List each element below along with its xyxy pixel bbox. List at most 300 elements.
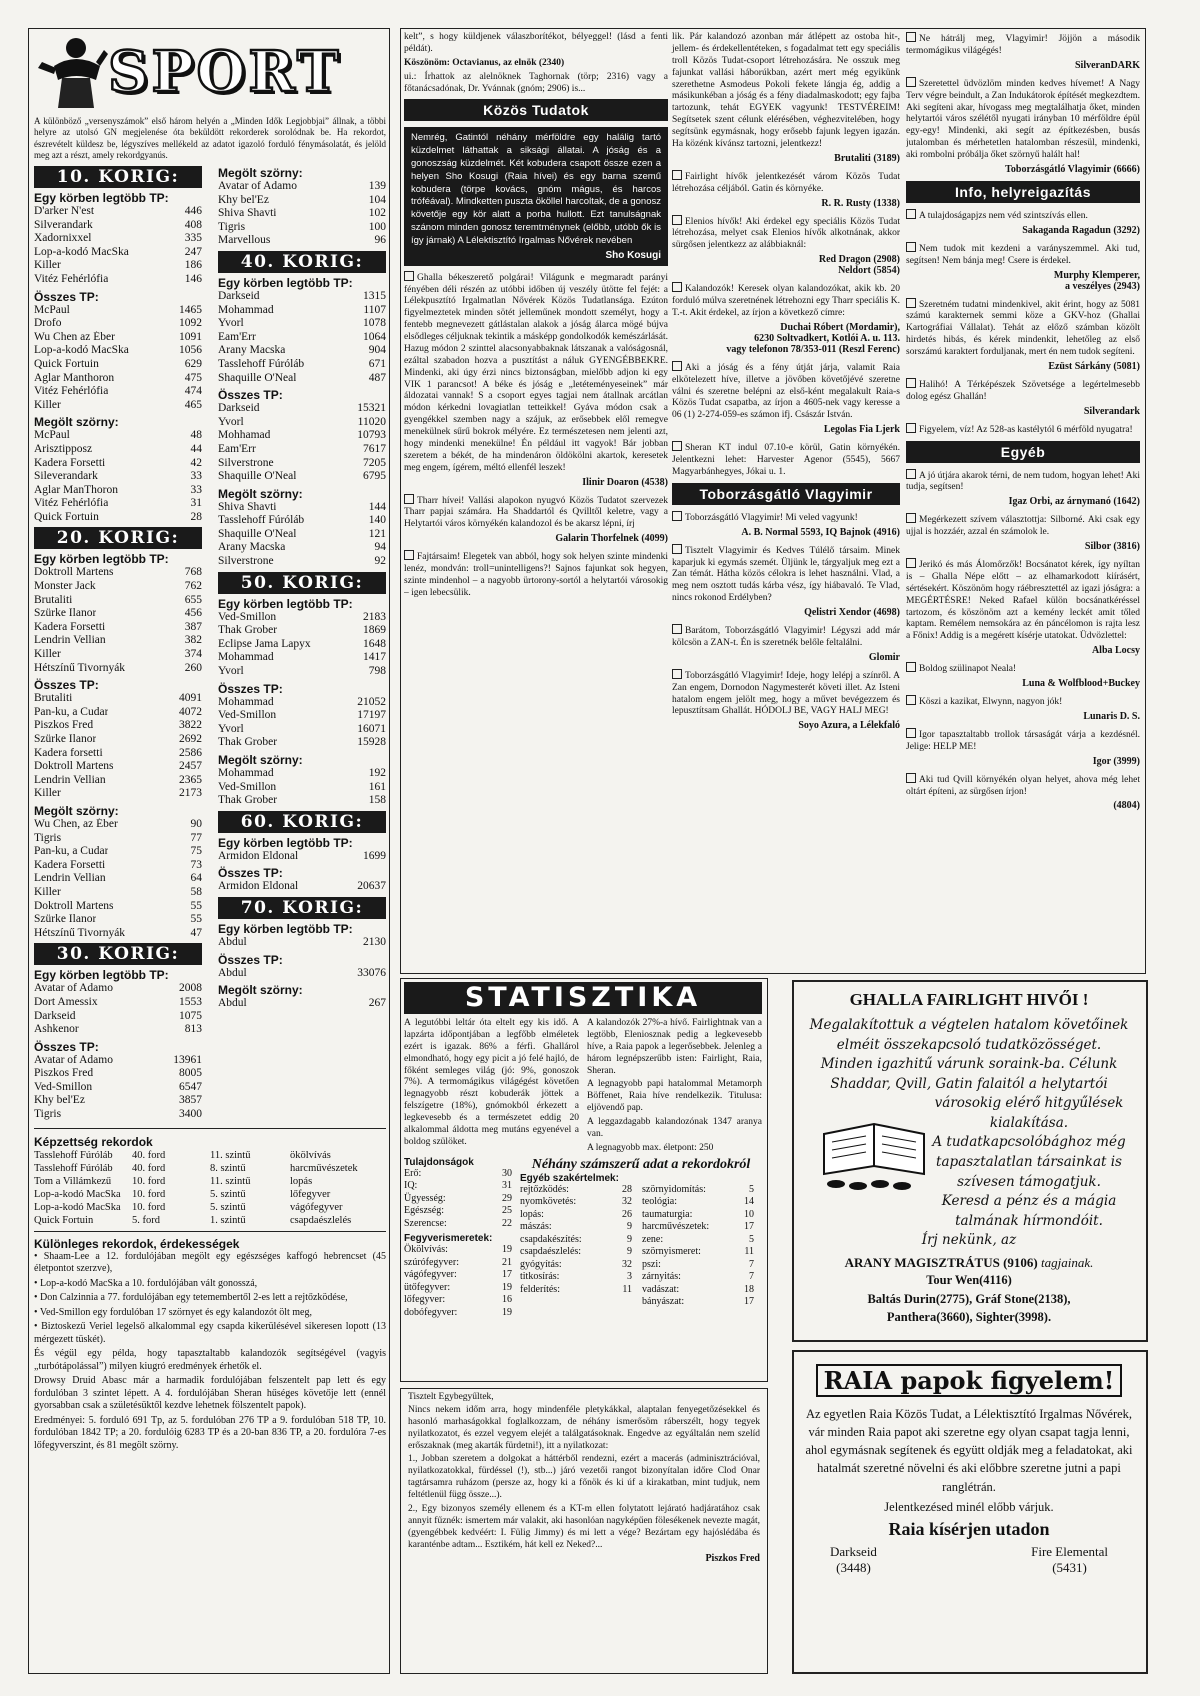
record-value: 487 [368,371,386,384]
raia-paragraph: Az egyetlen Raia Közös Tudat, a Lélektisztító Irgalmas Nővérek, vár minden Raia papot aki szeretne egy olyan csapat tagja lenni, ahol egymásnak segítenek és együtt oldják meg a feladatokat, aki hatalmát szeretné növelni és aki előbbre szeretne jutni a papi ranglétrán. [805,1407,1133,1494]
record-value: 10793 [357,429,386,442]
ad-signature: Sakaganda Ragadun (3292) [1022,224,1140,236]
skill-cell: 8. szintű [210,1162,246,1174]
record-name: Pan-ku, a Cudar [34,845,109,858]
record-value: 629 [184,357,202,370]
record-name: Lendrin Vellian [34,634,106,647]
record-row [34,594,202,608]
raia-sig-left-num: (3448) [836,1559,871,1575]
stat-row [642,1221,754,1234]
stat-row [404,1307,512,1320]
record-row [218,638,386,652]
record-value: 1091 [179,330,202,343]
fairlight-names-2: Baltás Durin(2775), Gráf Stone(2138), [867,1291,1071,1306]
record-row [34,1094,202,1108]
record-value: 186 [184,259,202,272]
record-row [34,648,202,662]
record-row [34,1067,202,1081]
record-row [34,706,202,720]
skill-records-table [34,1149,386,1227]
record-name: Darkseid [34,1009,76,1022]
ad-text: Nem tudok mit kezdeni a varányszemmel. Aki tud, segítsen! Nem bánja meg! Csere is érdekel. [906,243,1140,266]
record-name: Killer [34,648,61,661]
ad-text: Figyelem, víz! Az 528-as kastélytól 6 mérföld nyugatra! [919,424,1133,435]
skill-cell: 5. szintű [210,1201,246,1213]
record-row [218,696,386,710]
record-value: 44 [190,442,202,455]
col2-thanks: Köszönöm: Octavianus, az elnök (2340) [404,57,565,68]
ad-signature: Alba Locsy [1091,645,1140,657]
arany-number: (9106) [1003,1254,1038,1270]
record-row [218,850,386,864]
raia-ad [800,1358,1138,1664]
record-name: Piszkos Fred [34,1067,94,1080]
record-row [34,1081,202,1095]
black-notice-text: Nemrég, Gatintól néhány mérföldre egy halálig tartó küzdelmet láthattak a siksági állatai. A jóság és a gonoszság küzdelmét. Két kobudera csapott össze ezen a helyen Sho Kosugi (Raia hívei) és egy barna szemű kobudera (törpe kovács, gnóm mágus, és harcos tróféával). Mindketten puszta ököllel harcoltak, de a gonosz követője egy kör alatt a porba hullott. Ezt tanulságnak szánom minden gonosz teremtménynek (előbb, utóbb ők is így járnak) A Lélektisztító Irgalmas Nővérek nevében [411,132,661,246]
record-row [34,859,202,873]
fred-paragraph-1: Nincs nekem időm arra, hogy mindenféle pletykákkal, alaptalan fenyegetőzésekkel és hasonló marhaságokkal foglalkozzam, de néhány ismerősöm ráberszélt, hogy tegyek nyilatkozatot, és ezzel vegyem elejét a találgatásoknak. Engedve az egyáltalán nem szelíd erőszaknak (meg akarták fürdetni!), itt a nyilatkozat: [408,1404,760,1451]
checkbox-icon [906,378,916,388]
fred-letter [408,1392,760,1668]
record-value: 260 [184,661,202,674]
stat-row [404,1257,512,1270]
classified-ad [906,77,1140,162]
stat-value: 16 [502,1294,512,1306]
stat-row [404,1180,512,1193]
record-value: 408 [184,218,202,231]
skill-cell: 11. szintű [210,1175,251,1187]
record-row [218,528,386,542]
record-value: 465 [184,398,202,411]
ad-text: Elenios hívők! Aki érdekel egy speciális Közös Tudat létrehozása, melyet csak Elenios hívők alkotnának, akkor sürgősen jelentkezz az alábbiaknál: [672,216,900,251]
record-value: 1648 [363,637,386,650]
record-row [218,967,386,981]
stat-value: 26 [622,1208,632,1220]
record-row [34,607,202,621]
ad-text: Tisztelt Vlagyimir és Kedves Túlélő társaim. Minek kaparjuk ki egymás szemét. Üljünk le, tárgyaljuk meg ezt a Zan témát. Hátha közös célokra is lehet használni. Vlad, a meg nem osztott tudás kárba vész, így hiábavaló. Te Vlad, nincs rokonod Erdélyben? [672,545,900,604]
black-notice-signature: Sho Kosugi [605,249,661,261]
record-value: 17197 [357,709,386,722]
record-row [218,541,386,555]
record-row [218,624,386,638]
record-row [218,344,386,358]
skill-cell: Lop-a-kodó MacSka [34,1201,121,1213]
stat-label: bányászat: [642,1296,685,1308]
ad-signature: SilveranDARK [1075,59,1140,71]
record-name: Eam'Err [218,442,256,455]
stats-paragraph-3: A legnagyobb papi hatalommal Metamorph Böffenet, Raia híve rendelkezik. Titulusa: eljövendő pap. [587,1079,762,1114]
record-name: Thak Grober [218,794,278,807]
ad-text: Fairlight hívők jelentkezését várom Közös Tudat létrehozása céljából. Gatin és környéke. [672,171,900,194]
fairlight-line: Megalakítottuk a végtelen hatalom követőinek [809,1017,1129,1033]
record-name: Brutaliti [34,593,73,606]
section-heading: Megölt szörny: [218,753,303,767]
ad-text: Megérkezett szívem választottja: Silborné. Aki csak egy ujjal is hozzáér, azzal én számolok le. [906,515,1140,538]
stat-label: mászás: [520,1221,552,1233]
record-value: 247 [184,245,202,258]
record-value: 58 [190,885,202,898]
record-value: 104 [368,193,386,206]
stat-value: 7 [749,1271,754,1283]
stat-label: szörnyismeret: [642,1246,701,1258]
black-notice-box [404,127,668,265]
record-name: Killer [34,787,61,800]
record-row [218,651,386,665]
ad-signature: Glomir [868,651,900,663]
record-name: Mohammad [218,651,274,664]
stat-row [520,1184,632,1197]
record-value: 161 [368,780,386,793]
record-name: Kadera Forsetti [34,456,106,469]
classified-ad [906,209,1140,223]
stat-value: 11 [744,1246,754,1258]
record-value: 28 [190,510,202,523]
record-name: Vitéz Fehérlófia [34,385,109,398]
stat-value: 21 [502,1256,512,1268]
record-value: 1553 [179,995,202,1008]
record-row [34,484,202,498]
col2-top-paragraph: kelt”, s hogy küldjenek válaszborítékot, bélyeggel! (lásd a fenti példát). [404,32,668,54]
record-row [34,470,202,484]
stat-row [404,1269,512,1282]
ad-text: Tharr hívei! Vallási alapokon nyugvó Közös Tudatot szervezek Tharr papjai számára. Ha Shaddartól és Qvilltől keletre, vagy a Helytartói város környékén kalandozol és be akarsz lépni, írj [404,495,668,530]
record-row [34,747,202,761]
ad-text: Köszi a kazikat, Elwynn, nagyon jók! [919,697,1063,707]
record-name: Shaquille O'Neal [218,371,297,384]
skill-cell: harcművészetek [290,1162,358,1174]
fairlight-line: tapasztalatlan társainkat is [936,1153,1122,1170]
record-value: 762 [184,580,202,593]
fred-signature: Piszkos Fred [705,1553,760,1565]
classified-ad [672,669,900,719]
record-name: Quick Fortuin [34,510,99,523]
record-value: 904 [368,344,386,357]
skill-cell: Tasslehoff Fúróláb [34,1162,113,1174]
record-value: 31 [190,497,202,510]
classified-ad [906,242,1140,268]
record-row [218,781,386,795]
ad-text: Boldog szülinapot Neala! [919,664,1017,675]
ad-signature: (4804) [1113,800,1140,812]
checkbox-icon [672,669,682,679]
section-heading: Összes TP: [218,681,283,696]
skill-cell: 10. ford [132,1175,166,1187]
record-name: Arisztipposz [34,442,93,455]
record-value: 96 [374,234,386,247]
sport-logo [34,32,386,112]
record-value: 1064 [363,330,386,343]
stat-row [404,1294,512,1307]
record-value: 1417 [363,651,386,664]
stat-row [404,1218,512,1231]
age-bracket-header: 20. KORIG: [34,527,202,549]
ad-text: A tulajdoságapjzs nem véd szintszívás ellen. [919,210,1088,221]
stat-label: titkosírás: [520,1271,560,1283]
stat-label: Erő: [404,1167,422,1179]
record-value: 75 [190,845,202,858]
stat-value: 5 [749,1183,754,1195]
record-value: 192 [368,767,386,779]
stat-value: 5 [749,1233,754,1245]
stats-numbers [404,1157,762,1320]
skill-cell: 10. ford [132,1201,166,1213]
skill-cell: 11. szintű [210,1149,251,1161]
record-value: 2692 [179,733,202,745]
record-row [34,497,202,511]
record-row [34,358,202,372]
stat-label: csapdaészlelés: [520,1246,582,1258]
record-row [218,207,386,221]
section-heading: Összes TP: [218,388,283,403]
record-row [34,385,202,399]
classified-ad [672,215,900,253]
record-name: McPaul [34,303,70,316]
stats-section [404,982,762,1378]
record-value: 48 [190,429,202,442]
record-row [218,936,386,950]
fairlight-line: A tudatkapcsolóbághoz még [932,1134,1126,1151]
ad-signature: Ilinir Doaron (4538) [582,476,668,488]
record-name: Darkseid [218,402,260,415]
record-row [34,317,202,331]
record-value: 456 [184,607,202,620]
section-heading: Összes TP: [34,678,99,693]
stat-value: 3 [627,1271,632,1283]
record-row [34,372,202,386]
stat-row [642,1259,754,1272]
fairlight-line: Minden igazhitű várunk soraink-ba. Célunk [820,1056,1118,1073]
stat-row [404,1205,512,1218]
skill-cell: vágófegyver [290,1201,343,1213]
record-value: 446 [184,205,202,217]
col3-top-paragraph: lik. Pár kalandozó azonban már átlépett az ostoba hit-, jellem- és érdekellentéteken, s fogadalmat tett egy speciális troll Közös Tudat-csoport létrehozására. Ne osszuk meg fajunkat vallási háborúkban, azért mert még egyikünk szerethetne Asmodeus Pokoli fekete lángja ég, addig a másikunkéban a jóság és a fény diadalmaskodott; egy fajba tartozunk, tehát EGYEK vagyunk! TESTVÉREIM! Segítsetek szent célunk elérésében, véghezvitelében, hogy segítsünk egymásnak, hogy erősebb fajunk legyen igazán. Ha közénk kívánsz tartozni, jelentkezz! [672,32,900,149]
special-item: • Ved-Smillon egy fordulóban 17 szörnyet és egy kalandozót ölt meg, [34,1306,312,1318]
raia-sig-left: Darkseid [830,1543,877,1559]
stat-value: 7 [749,1258,754,1270]
section-heading: Megölt szörny: [218,166,303,180]
record-name: Drofo [34,317,62,330]
record-value: 6547 [179,1080,202,1093]
record-row [34,774,202,788]
record-value: 121 [368,527,386,540]
record-name: Eclipse Jama Lapyx [218,637,311,650]
record-name: Marvellous [218,234,271,247]
record-name: Lop-a-kodó MacSka [34,245,129,258]
skill-cell: lőfegyver [290,1188,331,1200]
stat-row [520,1246,632,1259]
book-icon [814,1104,934,1199]
record-value: 1315 [363,289,386,302]
record-name: McPaul [34,429,70,442]
classified-ad [404,494,668,532]
record-name: Piszkos Fred [34,719,94,732]
record-row [218,416,386,430]
record-value: 16071 [357,722,386,735]
stat-label: IQ: [404,1180,418,1192]
record-name: Brutaliti [34,692,73,705]
record-value: 3822 [179,719,202,732]
stat-value: 19 [502,1306,512,1318]
stat-row [642,1209,754,1222]
checkbox-icon [672,441,682,451]
stat-value: 18 [744,1283,754,1295]
stats-text [404,1018,762,1157]
special-item-text: Don Calzinnia a 77. fordulójában egy tetemembertől 2-es lett a rejtőzködése, [40,1292,348,1304]
special-item: • Don Calzinnia a 77. fordulójában egy tetemembertől 2-es lett a rejtőzködése, [34,1292,348,1304]
record-name: Arany Macska [218,541,286,554]
checkbox-icon [906,423,916,433]
stat-label: Ügyesség: [404,1192,446,1204]
classified-ad [906,469,1140,495]
record-row [218,501,386,515]
numbers-title: Néhány számszerű adat a rekordokról [531,1156,751,1172]
stat-value: 32 [622,1196,632,1208]
fairlight-title: GHALLA FAIRLIGHT HIVŐI ! [849,990,1089,1009]
classified-ad [906,32,1140,58]
checkbox-icon [906,728,916,738]
record-row [34,205,202,219]
sport-section [34,32,386,1672]
stat-value: 11 [622,1283,632,1295]
checkbox-icon [672,624,682,634]
record-name: Mohammad [218,303,274,316]
checkbox-icon [672,215,682,225]
record-name: Abdul [218,935,247,948]
record-name: Abdul [218,966,247,979]
stat-row [404,1244,512,1257]
classified-ad [404,271,668,475]
record-name: Khy bel'Ez [34,1094,85,1107]
record-row [218,358,386,372]
record-row [34,259,202,273]
record-value: 15928 [357,736,386,749]
record-name: Kadera Forsetti [34,858,106,871]
checkbox-icon [672,511,682,521]
record-name: Lendrin Vellian [34,872,106,885]
fred-greeting: Tisztelt Egybegyűltek, [408,1392,494,1402]
record-row [34,246,202,260]
classified-ad [672,624,900,650]
record-name: Doktroll Martens [34,899,114,912]
record-name: Avatar of Adamo [34,1053,113,1066]
ad-signature: Murphy Klemperer, a veszélyes (2943) [1053,269,1140,292]
ad-signature: Legolas Fia Ljerk [823,424,900,436]
stats-paragraph-1: A legutóbbi leltár óta eltelt egy kis idő. A lapzárta időpontjában a legfőbb elméletek ezért is igazak. 86% a férfi. Ghallárol elmondható, hogy egy picit a jó felé hajló, de főként semleges világ (jó: 9%, gonoszok 7%). A termomágikus világégést követően legnagyobb részt kobuderák jöttek a felszígetre (18%), gnómokból érkezett a legkevesebb és a természetet eddig 20 alkalommal áldotta meg mutáns egyenével a boldog szülöket. [404,1018,579,1147]
record-name: Thak Grober [218,624,278,637]
checkbox-icon [906,558,916,568]
record-name: Darkseid [218,289,260,302]
record-value: 474 [184,385,202,398]
record-name: Szürke Ilanor [34,607,97,620]
ad-signature: Red Dragon (2908) Neldort (5854) [818,254,900,277]
stat-label: pszi: [642,1258,661,1270]
ad-text: Ne hátrálj meg, Vlagyimir! Jöjjön a második termomágikus világégés! [906,34,1140,56]
record-row [218,317,386,331]
stat-row [642,1246,754,1259]
record-value: 4072 [179,705,202,718]
record-name: Hétszínű Tivornyák [34,661,126,674]
record-value: 33 [190,470,202,483]
record-name: Arany Macska [218,344,286,357]
record-row [218,470,386,484]
record-row [34,818,202,832]
stat-value: 17 [502,1269,512,1281]
record-row [34,621,202,635]
fairlight-line: talmának hírmondóit. [955,1212,1103,1229]
ad-text: Szeretném tudatni mindenkivel, akit érint, hogy az 5081 számú karakternek semmi köze a GKV-hoz (Ghallai Kartográfiai Vállalat). Tehát az előző számban közölt hirdetés hibás, és kérek mindenkit, lehetőleg az első sorszámú karaktert forduljanak, mert én nem tudok segíteni. [906,299,1140,357]
stat-row [520,1259,632,1272]
record-name: Szürke Ilanor [34,733,97,745]
record-value: 8005 [179,1067,202,1080]
record-value: 73 [190,858,202,871]
special-item: • Shaam-Lee a 12. fordulójában megölt egy egészséges kaffogó hebrencset (45 életpontot szerzve), [34,1250,386,1275]
stats-paragraph-5: A legnagyobb max. életpont: 250 [587,1142,714,1153]
section-heading: Összes TP: [34,289,99,304]
record-value: 158 [368,794,386,807]
ad-text: Igor tapasztaltabb trollok társaságát várja a kezdésnél. Jelige: HELP ME! [906,729,1140,752]
record-name: Ved-Smillon [34,1080,93,1093]
section-heading: Egy körben legtöbb TP: [34,191,169,205]
record-name: Shaquille O'Neal [218,470,297,483]
stat-label: Ökölvívás: [404,1244,448,1256]
stat-row [520,1284,632,1297]
record-row [34,273,202,287]
ad-signature: Silverandark [1083,405,1140,417]
record-name: Silverstrone [218,555,274,568]
record-name: Mohammad [218,695,274,708]
record-value: 139 [368,180,386,192]
record-value: 335 [184,232,202,245]
stat-row [642,1296,754,1309]
special-item-text: Ved-Smillon egy fordulóban 17 szörnyet és egy kalandozót ölt meg, [39,1306,312,1318]
record-value: 33 [190,483,202,496]
ad-text: Halihó! A Térképészek Szövetsége a legértelmesebb dolog egész Ghallán! [906,379,1140,402]
record-value: 267 [368,997,386,1010]
stat-row [642,1234,754,1247]
record-name: Aglar ManThoron [34,483,118,496]
ad-text: Szeretettel üdvözlöm minden kedves hívemet! A Nagy Terv végre beindult, a Zan Indukátorok építését megkezdtem. Aki segíteni akar, hívogass meg megtalálhatja őket, minden helytartói város szélétől nyugati irányban 10 mérföldre épül egy-egy! Mindenki, aki segít az építkezésben, busás jutalomban és mérhetetlen hatalomban részesül, mindenki, aki rombolni próbálja őket szörnyű halált hal! [906,78,1140,160]
stats-right-numbers [520,1157,762,1320]
record-value: 1465 [179,303,202,316]
classified-ad [906,513,1140,539]
ad-text: Ghalla békeszerető polgárai! Világunk e megmaradt parányi fényében déli részén az utóbbi időben új veszély ütötte fel fejét: a Lélekpusztító Irgalmatlan Nővérek Közös Tudatlansága. Ezúton figyelmeztetek minden sötét jelleműnek mondott személyt, hogy a fentebb megnevezett gátlástalan alakok a jóság álarca mögé bújva elsődleges céljuknak tekintik a másképp gondolkodók kemészárlását. Hazug módon 2 szinttel alacsonyabbaknak látszanak a valóságosnál, ezáltal szabadon hozva a pusztítást a náluk GYENGÉBBEKRE. Mindenki, aki úgy érzi nincs biztonságban, mielőbb adjon ki egy VIK 1 parancsot! A béke és jóság e „letéteményeseinek” már áldozatai vannak! S a csoport egyes tagjai nem átallnak arcátlan módon kérkedni lovagiatlan tetteikkel! Gyáva módon csak a gyengékkel szemben nagy a szájuk, az erősebbek elől remegve menekülnek sűrű bokrok mélyére. Ez természetesen nem jelenti azt, hogy mindenki menekülne! Én például itt vagyok! Bár jobban szeretem a békét, de ha mindenáron öldökölni akartok, keresetek meg engem, ígérem, méltó ellenfél leszek! [404,272,668,473]
record-row [218,767,386,781]
record-name: Tasslehoff Fúróláb [218,357,305,370]
record-row [218,709,386,723]
ad-signature: R. R. Rusty (1338) [821,197,900,209]
record-name: Doktroll Martens [34,566,114,579]
record-name: Tigris [218,220,246,233]
stat-label: rejtőzködés: [520,1183,569,1195]
stat-label: lopás: [520,1208,544,1220]
record-value: 813 [184,1023,202,1036]
ad-signature: Igor (3999) [1092,755,1140,767]
record-name: Avatar of Adamo [218,180,297,192]
record-name: Armidon Eldonal [218,849,299,862]
record-row [34,219,202,233]
record-value: 47 [190,926,202,939]
record-name: Khy bel'Ez [218,193,269,206]
classified-ad [906,662,1140,676]
record-name: Tigris [34,1108,62,1121]
record-row [34,900,202,914]
record-value: 3857 [179,1094,202,1107]
record-row [218,372,386,386]
col4-top-ads [906,32,1140,175]
special-item-text: Biztoskezű Veriel legelső alkalommal egy csapda kikerülésével sikeresen lopott (13 mérgezett tüskét). [34,1321,386,1345]
classified-ad [906,558,1140,643]
record-row [34,344,202,358]
